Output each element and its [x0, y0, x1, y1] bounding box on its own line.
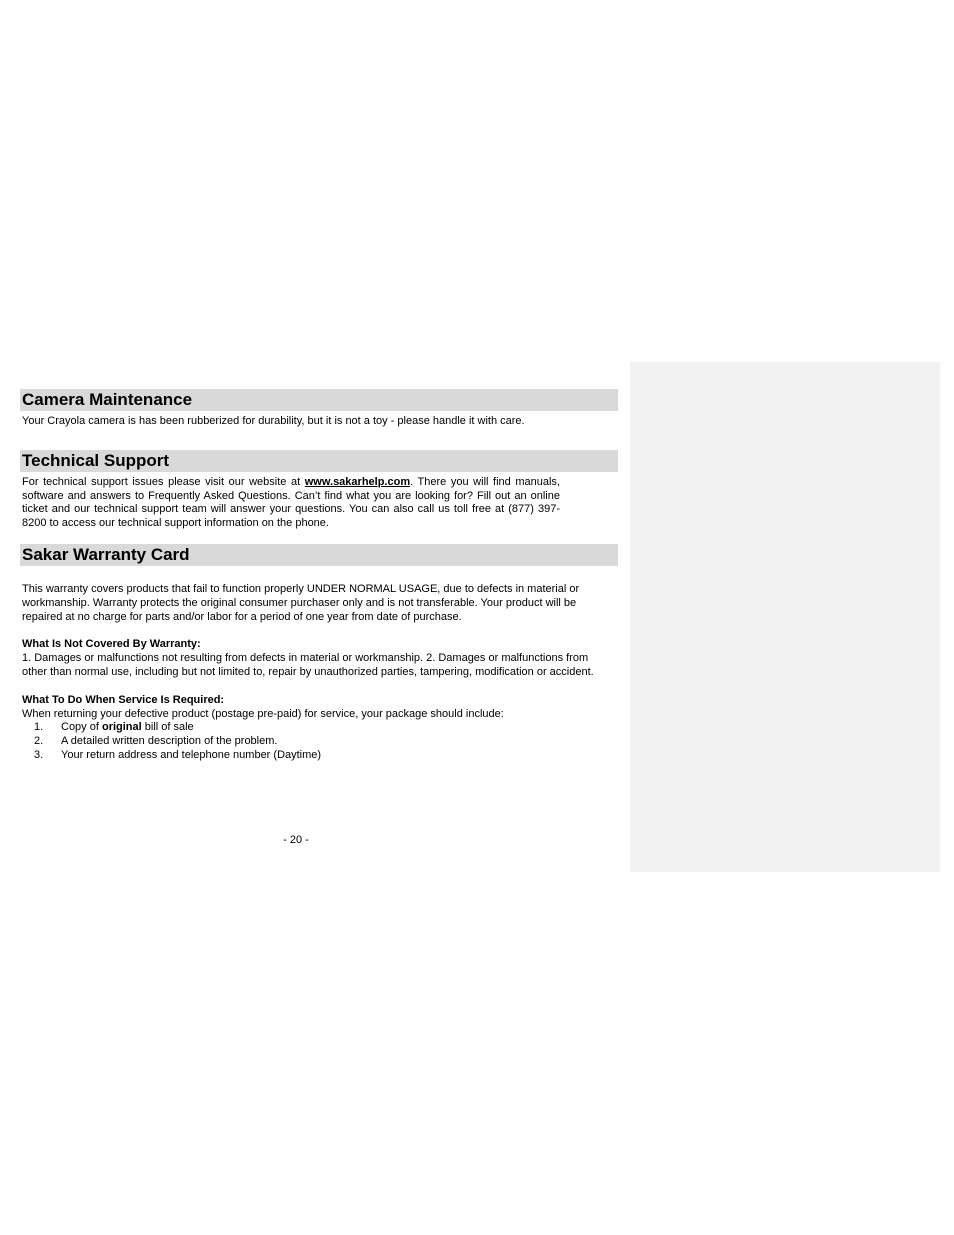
service-heading: What To Do When Service Is Required: — [22, 693, 225, 706]
document-content — [20, 389, 618, 763]
service-steps-list — [20, 721, 618, 762]
list-item — [34, 721, 618, 735]
technical-support-heading: Technical Support — [20, 450, 618, 472]
step-text: A detailed written description of the problem. — [61, 735, 278, 748]
technical-support-text — [20, 476, 562, 531]
not-covered-text: 1. Damages or malfunctions not resulting from defects in material or workmanship. 2. Damages or malfunctions from other than normal use, including but not limited to, repair by unauthorized parties, tampering, modification or accident. — [22, 652, 594, 678]
camera-maintenance-text: Your Crayola camera is has been rubberized for durability, but it is not a toy - please handle it with care. — [22, 415, 525, 427]
step1-before: Copy of — [61, 721, 102, 734]
comment-margin-panel — [630, 362, 940, 872]
not-covered-heading: What Is Not Covered By Warranty: — [22, 638, 201, 651]
step-text: Your return address and telephone number (Daytime) — [61, 748, 322, 761]
step-number: 2. — [34, 735, 44, 748]
sakarhelp-link[interactable]: www.sakarhelp.com — [304, 475, 411, 488]
step-number: 3. — [34, 748, 44, 761]
step-number: 1. — [34, 721, 44, 734]
support-text-before: For technical support issues please visit our website at — [22, 475, 305, 488]
step1-after: bill of sale — [141, 721, 194, 734]
page-number: - 20 - — [283, 834, 309, 846]
list-item — [34, 735, 618, 749]
support-text-after: . There you will find manuals, software and answers to Frequently Asked Questions. Can’t find what you are looking for? Fill out an online ticket and our technical support team will answer your questions. You can also call us toll free at (877) 397-8200 to access our technical support information on the phone. — [22, 475, 560, 530]
list-item — [34, 749, 618, 763]
warranty-intro: This warranty covers products that fail to function properly UNDER NORMAL USAGE, due to defects in material or workmanship. Warranty protects the original consumer purchaser only and is not transferable. Your product will be repaired at no charge for parts and/or labor for a period of one year from date of purchase. — [22, 582, 580, 623]
step1-bold: original — [101, 721, 142, 734]
warranty-heading: Sakar Warranty Card — [20, 544, 618, 566]
step-text — [61, 721, 194, 735]
service-text: When returning your defective product (postage pre-paid) for service, your package should include: — [22, 707, 504, 720]
camera-maintenance-heading: Camera Maintenance — [20, 389, 618, 411]
